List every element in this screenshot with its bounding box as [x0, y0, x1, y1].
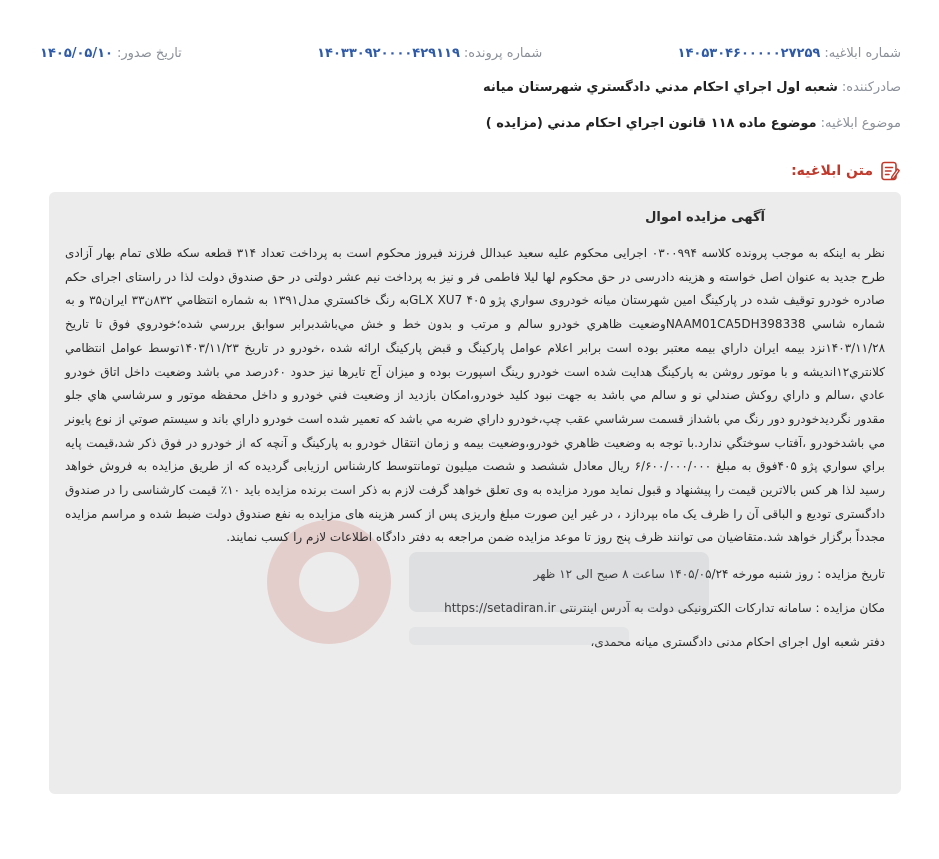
subject-row [40, 116, 901, 131]
notice-text-title: متن ابلاغیه: [791, 163, 873, 179]
case-number-label: شماره پرونده: [463, 46, 543, 61]
auction-place: مکان مزایده : سامانه تدارکات الکترونیکی دولت به آدرس اینترنتی https://setadiran.ir [444, 601, 885, 616]
issuer-row [40, 80, 901, 95]
ad-title: آگهی مزایده اموال [645, 210, 765, 225]
notice-text-icon [879, 160, 901, 182]
ad-body: نظر به اینکه به موجب پرونده کلاسه ۰۳۰۰۹۹۴ اجرایی محکوم علیه سعید عبدالل فرزند فیروز محکوم است به پرداخت تعداد ۳۱۴ قطعه سکه طلای تمام بهار آزادی طرح جدید به عنوان اصل خواسته و هزینه دادرسی در حق محکوم لها لیلا فاطمی فر و نیز به پرداخت نیم عشر دولتی در حق صندوق دولت لذا در راستای اجرای حکم صادره خودرو توقیف شده در پارکینگ امین شهرستان میانه خودروی سواري پژو ۴۰۵ GLX XU7به رنگ خاكستري مدل۱۳۹۱ به شماره انتظامي ۸۳۲ن۳۳ ايران۳۵ و به شماره شاسي NAAM01CA5DH398338وضعيت ظاهري خودرو سالم و مرتب و بدون خط و خش مي‌باشدبرابر سوابق بررسي شده؛خودروي فوق تا تاريخ ۱۴۰۳/۱۱/۲۸نزد بيمه ايران داراي بيمه معتبر بوده است برابر اعلام عوامل پاركينگ و قبض پاركينگ ارائه شده ،خودرو در تاريخ ۱۴۰۳/۱۱/۲۳توسط عوامل انتظامي كلانتري۱۲انديشه و با موتور روشن به پاركينگ هدايت شده است خودرو رينگ اسپورت بوده و ميزان آج تايرها نيز حدود ۶۰درصد مي باشد وضعيت داخل اتاق خودرو عادي ،سالم و داراي روكش صندلي نو و سالم مي باشد به جهت نبود كليد خودرو،امكان بازديد از وضعيت فني خودرو و داخل محفظه موتور و سرشاسي هاي جلو مقدور نگرديدخودرو دور رنگ مي باشداز قسمت سرشاسي عقب چپ،خودرو داراي ضربه مي باشد كه تعمير شده است خودرو داراي باند و سيستم صوتي از نوع پايونر مي باشدخودرو ،آفتاب سوختگي ندارد.با توجه به وضعيت ظاهري خودرو،وضعيت بيمه و زمان انتقال خودرو به پاركينگ و آنچه كه از خودرو در فوق ذكر شد،قيمت پايه براي سواري پژو ۴۰۵فوق به مبلغ ۶/۶۰۰/۰۰۰/۰۰۰ ريال معادل ششصد و شصت ميليون تومانتوسط كارشناس ارزيابی گرديده که از طريق مزايده به فروش خواهد رسيد لذا هر کس بالاترين قيمت را پيشنهاد و قبول نمايد مورد مزايده به وی تعلق خواهد گرفت لازم به ذکر است برنده مزايده بايد ۱۰٪ قيمت کارشناسی را در صندوق دادگستری توديع و الباقی آن را ظرف يک ماه بپردازد ، در غير اين صورت مبلغ واريزی پس از کسر هزينه های مزايده به نفع صندوق دولت ضبط شده و مراسم مزايده مجدداً برگزار خواهد شد.متقاضيان می توانند ظرف پنج روز تا موعد مزايده ضمن مراجعه به دفتر دادگاه اطلاعات لازم را کسب نمايند. [65, 246, 886, 545]
issuer-label: صادرکننده: [841, 80, 901, 95]
notice-text-heading [791, 160, 901, 182]
issuer-value: شعبه اول اجراي احكام مدني دادگستري شهرستان ميانه [482, 80, 838, 95]
case-number-value: ۱۴۰۳۳۰۹۲۰۰۰۰۴۲۹۱۱۹ [317, 46, 460, 61]
issue-date-label: تاریخ صدور: [117, 46, 182, 61]
issue-date [40, 46, 182, 61]
notice-number [678, 46, 901, 61]
issue-date-value: ۱۴۰۵/۰۵/۱۰ [40, 46, 113, 61]
subject-label: موضوع ابلاغیه: [820, 116, 901, 131]
case-number [317, 46, 542, 61]
notice-number-label: شماره ابلاغیه: [824, 46, 901, 61]
subject-value: موضوع ماده ۱۱۸ قانون اجراي احكام مدني (مزايده ) [485, 116, 817, 131]
auction-date: تاریخ مزایده : روز شنبه مورخه ۱۴۰۵/۰۵/۲۴ ساعت ۸ صبح الی ۱۲ ظهر [533, 567, 885, 582]
notice-content-box [49, 192, 901, 794]
notice-meta-row [40, 46, 901, 61]
office-signature: دفتر شعبه اول اجرای احکام مدنی دادگستری میانه محمدی، [590, 635, 885, 650]
notice-number-value: ۱۴۰۵۳۰۴۶۰۰۰۰۰۲۷۲۵۹ [677, 46, 821, 61]
